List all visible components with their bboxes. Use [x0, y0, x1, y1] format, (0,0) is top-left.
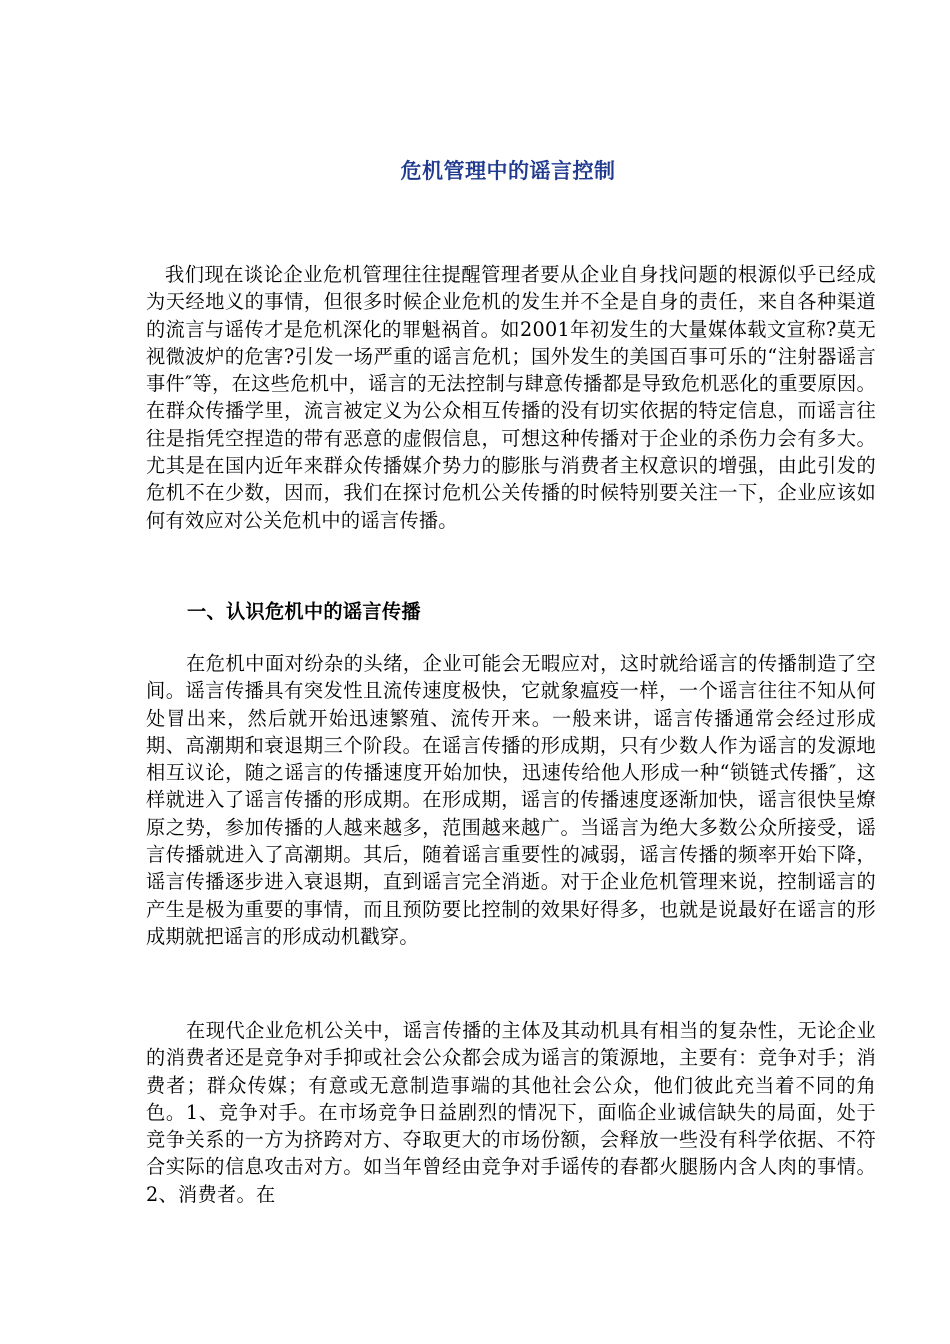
paragraph-rumor-stages: 在危机中面对纷杂的头绪，企业可能会无暇应对，这时就给谣言的传播制造了空间。谣言传播具有突发性且流传速度极快，它就象瘟疫一样，一个谣言往往不知从何处冒出来，然后就开始迅速繁殖、流传开来。一般来讲，谣言传播通常会经过形成期、高潮期和衰退期三个阶段。在谣言传播的形成期，只有少数人作为谣言的发源地相互议论，随之谣言的传播速度开始加快，迅速传给他人形成一种“锁链式传播″，这样就进入了谣言传播的形成期。在形成期，谣言的传播速度逐渐加快，谣言很快呈燎原之势，参加传播的人越来越多，范围越来越广。当谣言为绝大多数公众所接受，谣言传播就进入了高潮期。其后，随着谣言重要性的减弱，谣言传播的频率开始下降，谣言传播逐步进入衰退期，直到谣言完全消逝。对于企业危机管理来说，控制谣言的产生是极为重要的事情，而且预防要比控制的效果好得多，也就是说最好在谣言的形成期就把谣言的形成动机戳穿。	[146, 652, 876, 948]
document-title: 危机管理中的谣言控制	[400, 159, 616, 183]
paragraph-rumor-sources: 在现代企业危机公关中，谣言传播的主体及其动机具有相当的复杂性，无论企业的消费者还是竞争对手抑或社会公众都会成为谣言的策源地，主要有：竞争对手；消费者；群众传媒；有意或无意制造事端的其他社会公众，他们彼此充当着不同的角色。1、竞争对手。在市场竞争日益剧烈的情况下，面临企业诚信缺失的局面，处于竞争关系的一方为挤跨对方、夺取更大的市场份额，会释放一些没有科学依据、不符合实际的信息攻击对方。如当年曾经由竞争对手谣传的春都火腿肠内含人肉的事情。2、消费者。在	[146, 1019, 876, 1206]
paragraph-intro: 我们现在谈论企业危机管理往往提醒管理者要从企业自身找问题的根源似乎已经成为天经地义的事情，但很多时候企业危机的发生并不全是自身的责任，来自各种渠道的流言与谣传才是危机深化的罪魁祸首。如2001年初发生的大量媒体载文宣称?莫无视微波炉的危害?引发一场严重的谣言危机；国外发生的美国百事可乐的“注射器谣言事件″等，在这些危机中，谣言的无法控制与肆意传播都是导致危机恶化的重要原因。在群众传播学里，流言被定义为公众相互传播的没有切实依据的特定信息，而谣言往往是指凭空捏造的带有恶意的虚假信息，可想这种传播对于企业的杀伤力会有多大。尤其是在国内近年来群众传播媒介势力的膨胀与消费者主权意识的增强，由此引发的危机不在少数，因而，我们在探讨危机公关传播的时候特别要关注一下，企业应该如何有效应对公关危机中的谣言传播。	[146, 263, 876, 532]
section-heading: 一、认识危机中的谣言传播	[187, 600, 421, 623]
